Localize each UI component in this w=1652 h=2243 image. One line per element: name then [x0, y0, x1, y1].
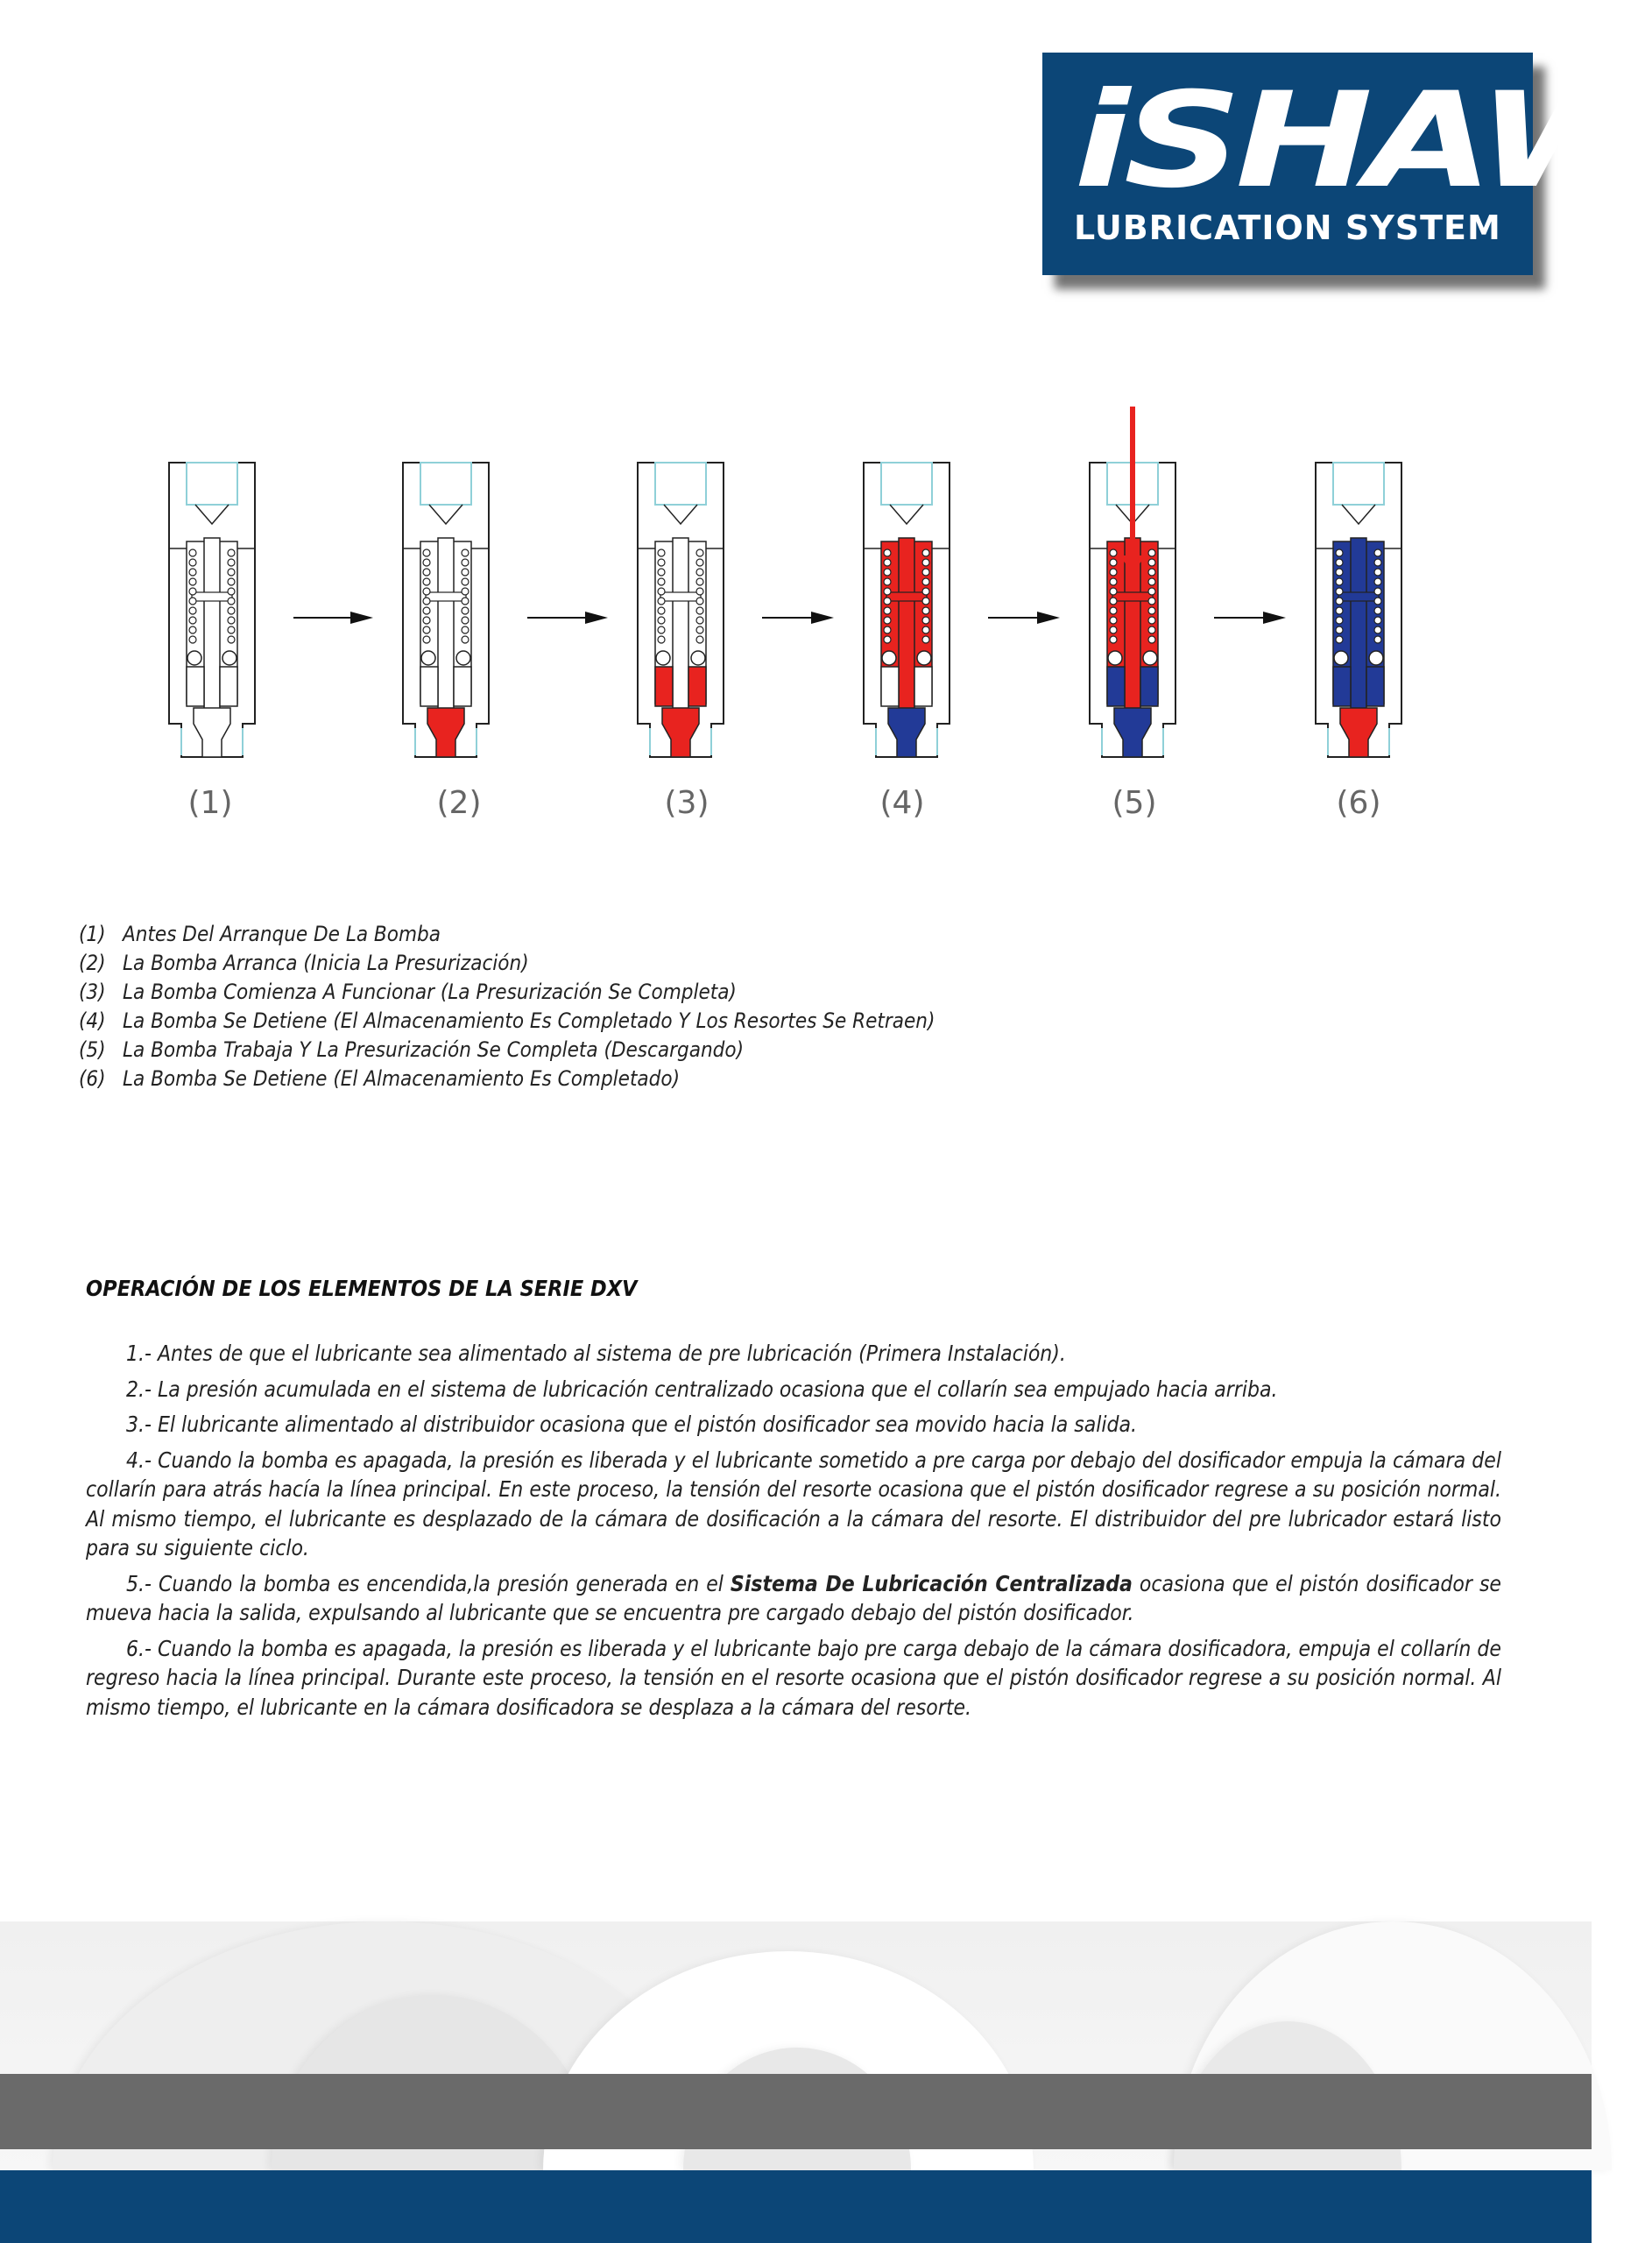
spring-coil	[1148, 598, 1155, 605]
paragraph-5-bold: Sistema De Lubricación Centralizada	[730, 1570, 1133, 1596]
spring-coil	[658, 598, 665, 605]
paragraph-5	[86, 1569, 1501, 1628]
spring-coil	[696, 636, 703, 643]
spring-coil	[658, 626, 665, 633]
spring-coil	[423, 626, 430, 633]
spring-coil	[1336, 636, 1343, 643]
spring-coil	[696, 598, 703, 605]
spring-coil	[228, 636, 235, 643]
legend-num: (4)	[79, 1008, 106, 1033]
legend-text: La Bomba Se Detiene (El Almacenamiento Es Completado Y Los Resortes Se Retraen)	[123, 1008, 935, 1033]
legend-text: La Bomba Arranca (Inicia La Presurización)	[123, 951, 529, 975]
spring-coil	[696, 617, 703, 624]
spring-coil	[228, 578, 235, 585]
spring-coil	[189, 578, 196, 585]
spring-coil	[1110, 559, 1117, 566]
spring-coil	[1110, 578, 1117, 585]
spring-coil	[1374, 578, 1381, 585]
legend-num: (1)	[79, 922, 106, 946]
valve-diagram	[634, 461, 727, 761]
spring-coil	[1374, 607, 1381, 614]
spring-coil	[228, 549, 235, 556]
step-label: (5)	[1112, 785, 1157, 821]
dosing-chamber	[655, 667, 673, 706]
spring-coil	[922, 636, 929, 643]
spring-coil	[922, 617, 929, 624]
spring-coil	[658, 549, 665, 556]
spring-coil	[1374, 598, 1381, 605]
paragraph-1: 1.- Antes de que el lubricante sea alimentado al sistema de pre lubricación (Primera Instalación).	[126, 1341, 1066, 1366]
spring-coil	[658, 636, 665, 643]
spring-coil	[1110, 569, 1117, 576]
dosing-chamber	[220, 667, 237, 706]
spring-coil	[922, 626, 929, 633]
spring-coil	[423, 598, 430, 605]
legend-num: (3)	[79, 980, 106, 1004]
arrow-right-icon	[1214, 610, 1286, 626]
spring-coil	[228, 588, 235, 595]
spring-coil	[922, 559, 929, 566]
spring-coil	[1374, 617, 1381, 624]
spring-coil	[1336, 578, 1343, 585]
spring-coil	[696, 559, 703, 566]
spring-coil	[228, 598, 235, 605]
spring-coil	[658, 617, 665, 624]
valve-diagram	[399, 461, 492, 761]
spring-coil	[884, 559, 891, 566]
spring-coil	[1374, 569, 1381, 576]
spring-coil	[1336, 626, 1343, 633]
spring-coil	[884, 626, 891, 633]
arrow-right-icon	[527, 610, 608, 626]
spring-coil	[189, 598, 196, 605]
step-label: (3)	[664, 785, 710, 821]
spring-coil	[423, 578, 430, 585]
dosing-chamber	[1366, 667, 1384, 706]
spring-coil	[1336, 569, 1343, 576]
feed-flow-arrow	[1130, 407, 1135, 555]
valve-diagram	[1086, 461, 1179, 761]
spring-coil	[462, 617, 469, 624]
dosing-chamber	[688, 667, 706, 706]
spring-coil	[462, 598, 469, 605]
spring-coil	[462, 559, 469, 566]
spring-coil	[1110, 636, 1117, 643]
spring-coil	[658, 588, 665, 595]
spring-coil	[1110, 588, 1117, 595]
piston-stem	[204, 538, 220, 713]
spring-coil	[1336, 617, 1343, 624]
piston-stem	[899, 538, 914, 713]
spring-coil	[462, 636, 469, 643]
piston-stem	[438, 538, 454, 713]
legend-text: Antes Del Arranque De La Bomba	[123, 922, 441, 946]
legend-item	[79, 949, 935, 978]
spring-coil	[423, 559, 430, 566]
spring-coil	[462, 578, 469, 585]
spring-coil	[1148, 559, 1155, 566]
spring-coil	[189, 588, 196, 595]
dosing-chamber	[1140, 667, 1158, 706]
arrow-right-icon	[293, 610, 373, 626]
spring-coil	[1336, 559, 1343, 566]
legend-text: La Bomba Se Detiene (El Almacenamiento Es Completado)	[123, 1066, 680, 1091]
dosing-chamber	[454, 667, 471, 706]
legend-item	[79, 978, 935, 1007]
legend-text: La Bomba Trabaja Y La Presurización Se Completa (Descargando)	[123, 1037, 744, 1062]
spring-coil	[1336, 588, 1343, 595]
spring-coil	[423, 588, 430, 595]
spring-coil	[189, 559, 196, 566]
spring-coil	[1336, 549, 1343, 556]
spring-coil	[423, 607, 430, 614]
spring-coil	[1110, 626, 1117, 633]
operation-description	[86, 1339, 1501, 1728]
spring-coil	[189, 626, 196, 633]
spring-coil	[1110, 598, 1117, 605]
spring-coil	[1374, 559, 1381, 566]
spring-coil	[189, 607, 196, 614]
step-label: (2)	[436, 785, 482, 821]
legend-num: (2)	[79, 951, 106, 975]
sequence-legend	[79, 920, 935, 1093]
legend-item	[79, 920, 935, 949]
spring-coil	[1148, 549, 1155, 556]
spring-coil	[884, 569, 891, 576]
spring-coil	[696, 626, 703, 633]
spring-coil	[884, 588, 891, 595]
dosing-chamber	[881, 667, 899, 706]
spring-coil	[228, 607, 235, 614]
spring-coil	[922, 588, 929, 595]
spring-coil	[696, 578, 703, 585]
spring-coil	[228, 617, 235, 624]
spring-coil	[423, 569, 430, 576]
spring-coil	[884, 598, 891, 605]
step-label: (1)	[187, 785, 233, 821]
spring-coil	[1110, 617, 1117, 624]
spring-coil	[462, 607, 469, 614]
valve-diagram	[1312, 461, 1405, 761]
spring-coil	[884, 607, 891, 614]
dosing-chamber	[1107, 667, 1125, 706]
ishaw-logo	[1042, 53, 1652, 275]
spring-coil	[189, 636, 196, 643]
legend-num: (5)	[79, 1037, 106, 1062]
spring-coil	[1374, 549, 1381, 556]
spring-coil	[922, 607, 929, 614]
spring-coil	[696, 588, 703, 595]
step-label: (4)	[879, 785, 925, 821]
valve-diagram	[860, 461, 953, 761]
paragraph-5-text: 5.- Cuando la bomba es encendida,la presión generada en el	[126, 1570, 731, 1596]
spring-coil	[1374, 636, 1381, 643]
step-label: (6)	[1336, 785, 1381, 821]
spring-coil	[922, 569, 929, 576]
spring-coil	[228, 559, 235, 566]
footer-gray-bar	[0, 2074, 1592, 2149]
spring-coil	[1148, 617, 1155, 624]
dosing-chamber	[420, 667, 438, 706]
paragraph-2: 2.- La presión acumulada en el sistema de lubricación centralizado ocasiona que el collarín sea empujado hacia arriba.	[126, 1376, 1278, 1402]
spring-coil	[658, 607, 665, 614]
spring-coil	[228, 569, 235, 576]
spring-coil	[696, 549, 703, 556]
paragraph-3: 3.- El lubricante alimentado al distribuidor ocasiona que el pistón dosificador sea movido hacia la salida.	[126, 1412, 1137, 1437]
spring-coil	[922, 578, 929, 585]
logo-wordmark: iSHAW	[1074, 65, 1652, 217]
section-heading: OPERACIÓN DE LOS ELEMENTOS DE LA SERIE DXV	[86, 1276, 638, 1301]
spring-coil	[884, 549, 891, 556]
spring-coil	[1374, 588, 1381, 595]
spring-coil	[1148, 588, 1155, 595]
footer-blue-bar	[0, 2170, 1592, 2243]
legend-item	[79, 1007, 935, 1036]
spring-coil	[696, 569, 703, 576]
spring-coil	[922, 549, 929, 556]
dosing-chamber	[187, 667, 204, 706]
spring-coil	[189, 549, 196, 556]
dosing-chamber	[914, 667, 932, 706]
legend-item	[79, 1036, 935, 1065]
spring-coil	[189, 617, 196, 624]
spring-coil	[1110, 607, 1117, 614]
legend-item	[79, 1065, 935, 1093]
arrow-right-icon	[762, 610, 834, 626]
spring-coil	[658, 569, 665, 576]
legend-text: La Bomba Comienza A Funcionar (La Presurización Se Completa)	[123, 980, 737, 1004]
arrow-right-icon	[988, 610, 1060, 626]
piston-stem	[1351, 538, 1366, 713]
spring-coil	[658, 578, 665, 585]
spring-coil	[696, 607, 703, 614]
spring-coil	[1148, 569, 1155, 576]
spring-coil	[462, 549, 469, 556]
logo-subtitle: LUBRICATION SYSTEM	[1074, 209, 1501, 247]
spring-coil	[1148, 626, 1155, 633]
spring-coil	[462, 588, 469, 595]
paragraph-5-text-end: ocasiona que el pistón dosificador se mueva hacia la salida, expulsando al lubricante que se encuentra pre cargado debajo del pistón dosificador.	[86, 1570, 1502, 1625]
dosing-chamber	[1333, 667, 1351, 706]
spring-coil	[658, 559, 665, 566]
piston-stem	[673, 538, 688, 713]
spring-coil	[189, 569, 196, 576]
valve-diagram	[166, 461, 258, 761]
spring-coil	[228, 626, 235, 633]
spring-coil	[1148, 578, 1155, 585]
spring-coil	[1374, 626, 1381, 633]
spring-coil	[462, 569, 469, 576]
spring-coil	[884, 578, 891, 585]
spring-coil	[423, 617, 430, 624]
spring-coil	[1110, 549, 1117, 556]
spring-coil	[1336, 598, 1343, 605]
spring-coil	[462, 626, 469, 633]
spring-coil	[423, 549, 430, 556]
spring-coil	[922, 598, 929, 605]
spring-coil	[1148, 607, 1155, 614]
paragraph-4: 4.- Cuando la bomba es apagada, la presión es liberada y el lubricante sometido a pre carga por debajo del dosificador empuja la cámara del collarín para atrás hacía la línea principal. En este proceso, la tensión del resorte ocasiona que el pistón dosificador regrese a su posición normal. Al mismo tiempo, el lubricante es desplazado de la cámara de dosificación a la cámara del resorte. El distribuidor del pre lubricador estará listo para su siguiente ciclo.	[86, 1447, 1501, 1560]
spring-coil	[884, 617, 891, 624]
spring-coil	[884, 636, 891, 643]
spring-coil	[1336, 607, 1343, 614]
paragraph-6: 6.- Cuando la bomba es apagada, la presión es liberada y el lubricante bajo pre carga debajo de la cámara dosificadora, empuja el collarín de regreso hacia la línea principal. Durante este proceso, la tensión en el resorte ocasiona que el pistón dosificador regrese a su posición normal. Al mismo tiempo, el lubricante en la cámara dosificadora se desplaza a la cámara del resorte.	[86, 1635, 1501, 1720]
legend-num: (6)	[79, 1066, 106, 1091]
spring-coil	[423, 636, 430, 643]
spring-coil	[1148, 636, 1155, 643]
